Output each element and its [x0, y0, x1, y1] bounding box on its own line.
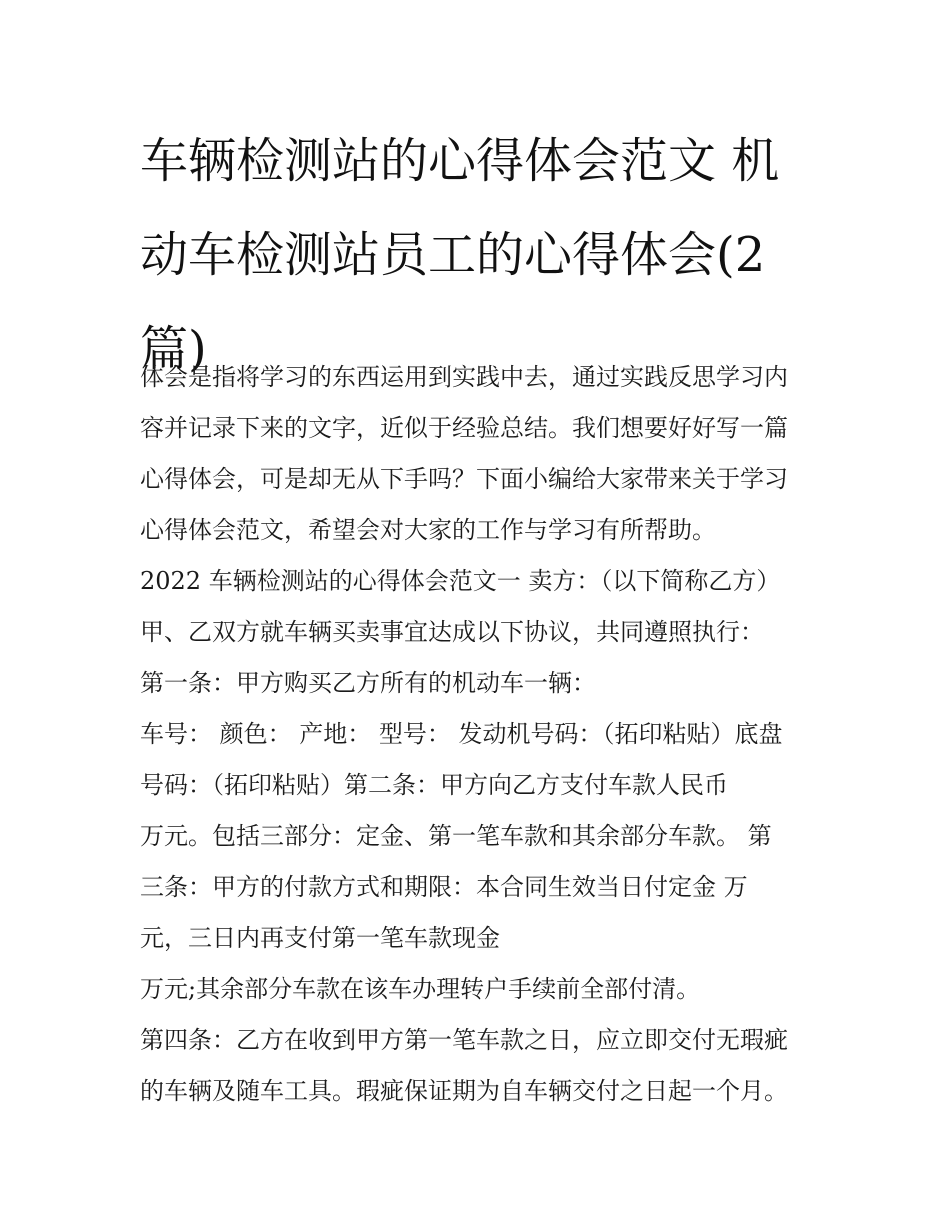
body-line: 第一条：甲方购买乙方所有的机动车一辆： — [140, 669, 596, 697]
body-line: 万元。包括三部分：定金、第一笔车款和其余部分车款。 第 — [140, 822, 772, 850]
body-line: 体会是指将学习的东西运用到实践中去，通过实践反思学习内 — [140, 363, 788, 391]
body-line: 万元;其余部分车款在该车办理转户手续前全部付清。 — [140, 975, 701, 1003]
title-line: 动车检测站员工的心得体会(2 — [140, 227, 766, 283]
body-line: 心得体会，可是却无从下手吗？下面小编给大家带来关于学习 — [140, 465, 788, 493]
body-line: 2022 车辆检测站的心得体会范文一 卖方：（以下简称乙方） — [140, 567, 781, 595]
title-line: 篇) — [140, 321, 207, 377]
body-line: 甲、乙双方就车辆买卖事宜达成以下协议，共同遵照执行： — [140, 618, 764, 646]
body-line: 三条：甲方的付款方式和期限：本合同生效当日付定金 万 — [140, 873, 748, 901]
body-line: 心得体会范文，希望会对大家的工作与学习有所帮助。 — [140, 516, 716, 544]
body-line: 第四条：乙方在收到甲方第一笔车款之日，应立即交付无瑕疵 — [140, 1026, 788, 1054]
body-line: 车号： 颜色： 产地： 型号： 发动机号码：（拓印粘贴）底盘 — [140, 720, 783, 748]
document-body — [140, 352, 830, 1117]
title-line: 车辆检测站的心得体会范文 机 — [140, 133, 780, 189]
body-line: 的车辆及随车工具。瑕疵保证期为自车辆交付之日起一个月。 — [140, 1077, 788, 1105]
body-line: 号码：（拓印粘贴）第二条：甲方向乙方支付车款人民币 — [140, 771, 728, 799]
body-line: 容并记录下来的文字，近似于经验总结。我们想要好好写一篇 — [140, 414, 788, 442]
body-line: 元，三日内再支付第一笔车款现金 — [140, 924, 500, 952]
